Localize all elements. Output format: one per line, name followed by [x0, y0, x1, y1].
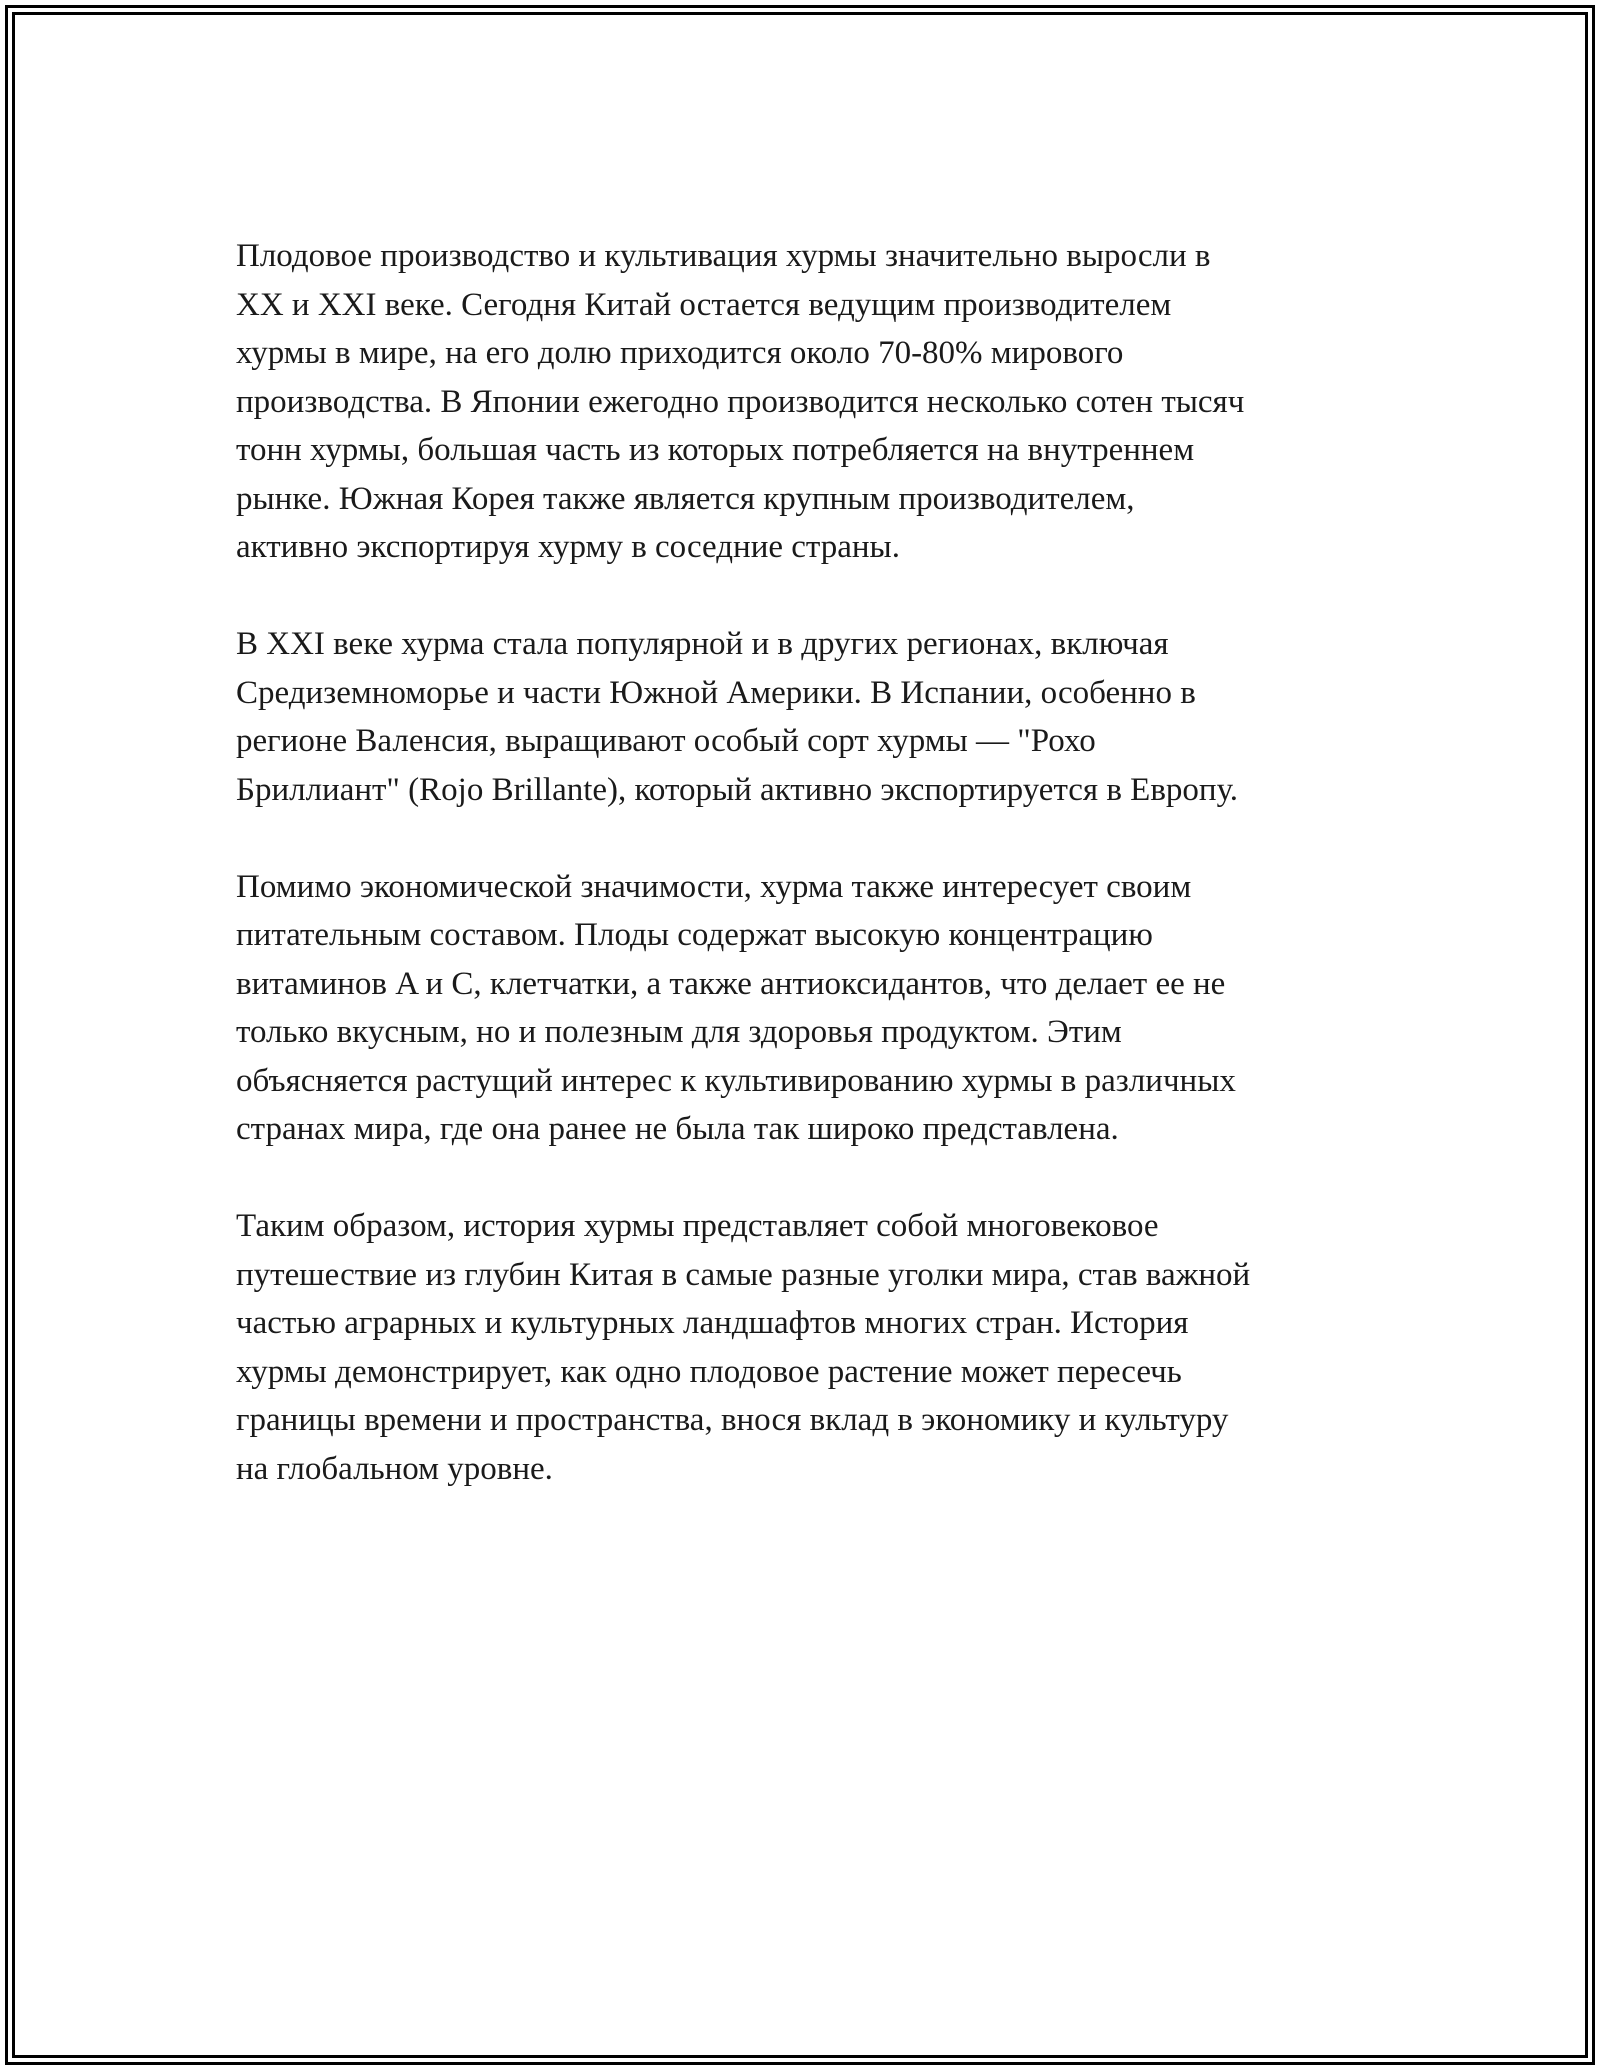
text-line: границы времени и пространства, внося вклад в экономику и культуру — [236, 1402, 1229, 1438]
text-line: рынке. Южная Корея также является крупным производителем, — [236, 480, 1135, 517]
text-line: XX и XXI веке. Сегодня Китай остается ведущим производителем — [236, 286, 1172, 323]
paragraph-nutrition — [236, 863, 1396, 1154]
text-line: странах мира, где она ранее не была так широко представлена. — [236, 1111, 1119, 1147]
paragraph-conclusion — [236, 1202, 1396, 1493]
text-line: регионе Валенсия, выращивают особый сорт хурмы — "Рохо — [236, 723, 1096, 759]
text-line: Плодовое производство и культивация хурмы значительно выросли в — [236, 238, 1211, 274]
text-line: питательным составом. Плоды содержат высокую концентрацию — [236, 917, 1153, 953]
text-line: тонн хурмы, большая часть из которых потребляется на внутреннем — [236, 432, 1195, 468]
text-line: Помимо экономической значимости, хурма также интересует своим — [236, 868, 1192, 905]
text-line: только вкусным, но и полезным для здоровья продуктом. Этим — [236, 1014, 1122, 1050]
text-line: активно экспортируя хурму в соседние страны. — [236, 529, 900, 565]
text-line: витаминов A и C, клетчатки, а также антиоксидантов, что делает ее не — [236, 965, 1226, 1002]
text-line: Таким образом, история хурмы представляет собой многовековое — [236, 1208, 1159, 1244]
text-line: В XXI веке хурма стала популярной и в других регионах, включая — [236, 626, 1169, 662]
text-line: объясняется растущий интерес к культивированию хурмы в различных — [236, 1062, 1236, 1099]
paragraph-regions — [236, 620, 1396, 814]
text-line: хурмы демонстрирует, как одно плодовое растение может пересечь — [236, 1353, 1182, 1390]
text-line: производства. В Японии ежегодно производится несколько сотен тысяч — [236, 383, 1245, 420]
text-line: частью аграрных и культурных ландшафтов многих стран. История — [236, 1305, 1189, 1341]
document-body — [236, 232, 1396, 1542]
text-line: хурмы в мире, на его долю приходится около 70-80% мирового — [236, 335, 1124, 371]
text-line: Средиземноморье и части Южной Америки. В Испании, особенно в — [236, 674, 1196, 711]
paragraph-production — [236, 232, 1396, 572]
text-line: Бриллиант" (Rojo Brillante), который активно экспортируется в Европу. — [236, 771, 1239, 808]
text-line: на глобальном уровне. — [236, 1450, 553, 1487]
text-line: путешествие из глубин Китая в самые разные уголки мира, став важной — [236, 1256, 1251, 1293]
